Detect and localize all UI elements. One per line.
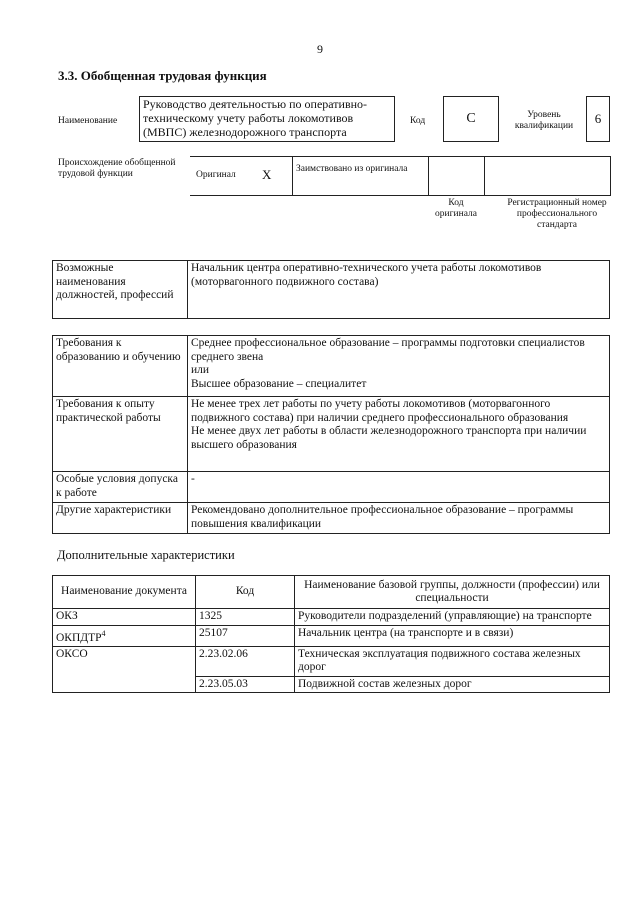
positions-label: Возможные наименования должностей, профессий bbox=[53, 261, 188, 319]
origin-divider-4 bbox=[610, 156, 611, 196]
additional-header-row bbox=[53, 576, 610, 609]
doc-cell bbox=[53, 625, 196, 646]
code-value: C bbox=[443, 96, 499, 142]
col-doc-header: Наименование документа bbox=[53, 576, 196, 609]
origin-label: Происхождение обобщенной трудовой функции bbox=[58, 158, 176, 179]
table-row bbox=[53, 609, 610, 626]
footnote-ref: 4 bbox=[101, 628, 106, 638]
doc-name: ОКПДТР bbox=[56, 631, 102, 644]
name-cell: Техническая эксплуатация подвижного состава железных дорог bbox=[295, 646, 610, 676]
level-value: 6 bbox=[586, 96, 610, 142]
page-number: 9 bbox=[317, 42, 323, 56]
req-value bbox=[188, 397, 610, 472]
code-cell: 25107 bbox=[196, 625, 295, 646]
req-value bbox=[188, 503, 610, 534]
origin-divider-1 bbox=[292, 156, 293, 196]
req-line: Не менее трех лет работы по учету работы локомотивов (моторвагонного подвижного состава) при наличии среднего профессионального образования bbox=[191, 398, 569, 424]
origin-divider-2 bbox=[428, 156, 429, 196]
original-mark: X bbox=[262, 167, 272, 182]
req-line: Среднее профессиональное образование – программы подготовки специалистов среднего звена bbox=[191, 337, 585, 363]
req-label: Особые условия допуска к работе bbox=[53, 472, 188, 503]
req-line: - bbox=[191, 473, 195, 485]
code-label: Код bbox=[410, 116, 426, 126]
req-line: Не менее двух лет работы в области железнодорожного транспорта при наличии высшего образования bbox=[191, 425, 587, 451]
req-line: Рекомендовано дополнительное профессиональное образование – программы повышения квалификации bbox=[191, 504, 574, 530]
code-cell: 1325 bbox=[196, 609, 295, 626]
additional-table bbox=[52, 575, 610, 693]
col-name-header: Наименование базовой группы, должности (профессии) или специальности bbox=[295, 576, 610, 609]
col-code-header: Код bbox=[196, 576, 295, 609]
code-cell: 2.23.05.03 bbox=[196, 676, 295, 693]
req-row-other bbox=[53, 503, 610, 534]
original-label: Оригинал bbox=[196, 170, 236, 180]
req-line: Высшее образование – специалитет bbox=[191, 377, 367, 390]
req-value bbox=[188, 472, 610, 503]
code-original-label: Код оригинала bbox=[435, 198, 477, 219]
req-row-special bbox=[53, 472, 610, 503]
req-label: Другие характеристики bbox=[53, 503, 188, 534]
name-cell: Подвижной состав железных дорог bbox=[295, 676, 610, 693]
doc-cell: ОКЗ bbox=[53, 609, 196, 626]
origin-box bbox=[190, 156, 610, 196]
req-line: или bbox=[191, 364, 210, 376]
name-cell: Начальник центра (на транспорте и в связи) bbox=[295, 625, 610, 646]
borrowed-label: Заимствовано из оригинала bbox=[296, 164, 408, 174]
doc-cell: ОКСО bbox=[53, 646, 196, 693]
req-value bbox=[188, 336, 610, 397]
additional-title: Дополнительные характеристики bbox=[57, 548, 235, 562]
level-label: Уровень квалификации bbox=[514, 110, 574, 131]
positions-value: Начальник центра оперативно-технического учета работы локомотивов (моторвагонного подвижного состава) bbox=[188, 261, 610, 319]
name-cell: Руководители подразделений (управляющие) на транспорте bbox=[295, 609, 610, 626]
reg-number-label: Регистрационный номер профессионального стандарта bbox=[507, 198, 607, 230]
req-row-education bbox=[53, 336, 610, 397]
table-row bbox=[53, 625, 610, 646]
origin-divider-3 bbox=[484, 156, 485, 196]
code-cell: 2.23.02.06 bbox=[196, 646, 295, 676]
section-title: 3.3. Обобщенная трудовая функция bbox=[58, 68, 267, 83]
positions-table bbox=[52, 260, 610, 319]
req-label: Требования к опыту практической работы bbox=[53, 397, 188, 472]
name-label: Наименование bbox=[58, 116, 118, 126]
table-row bbox=[53, 646, 610, 676]
name-value: Руководство деятельностью по оперативно-техническому учету работы локомотивов (МВПС) железнодорожного транспорта bbox=[139, 96, 395, 142]
req-label: Требования к образованию и обучению bbox=[53, 336, 188, 397]
requirements-table bbox=[52, 335, 610, 534]
req-row-experience bbox=[53, 397, 610, 472]
